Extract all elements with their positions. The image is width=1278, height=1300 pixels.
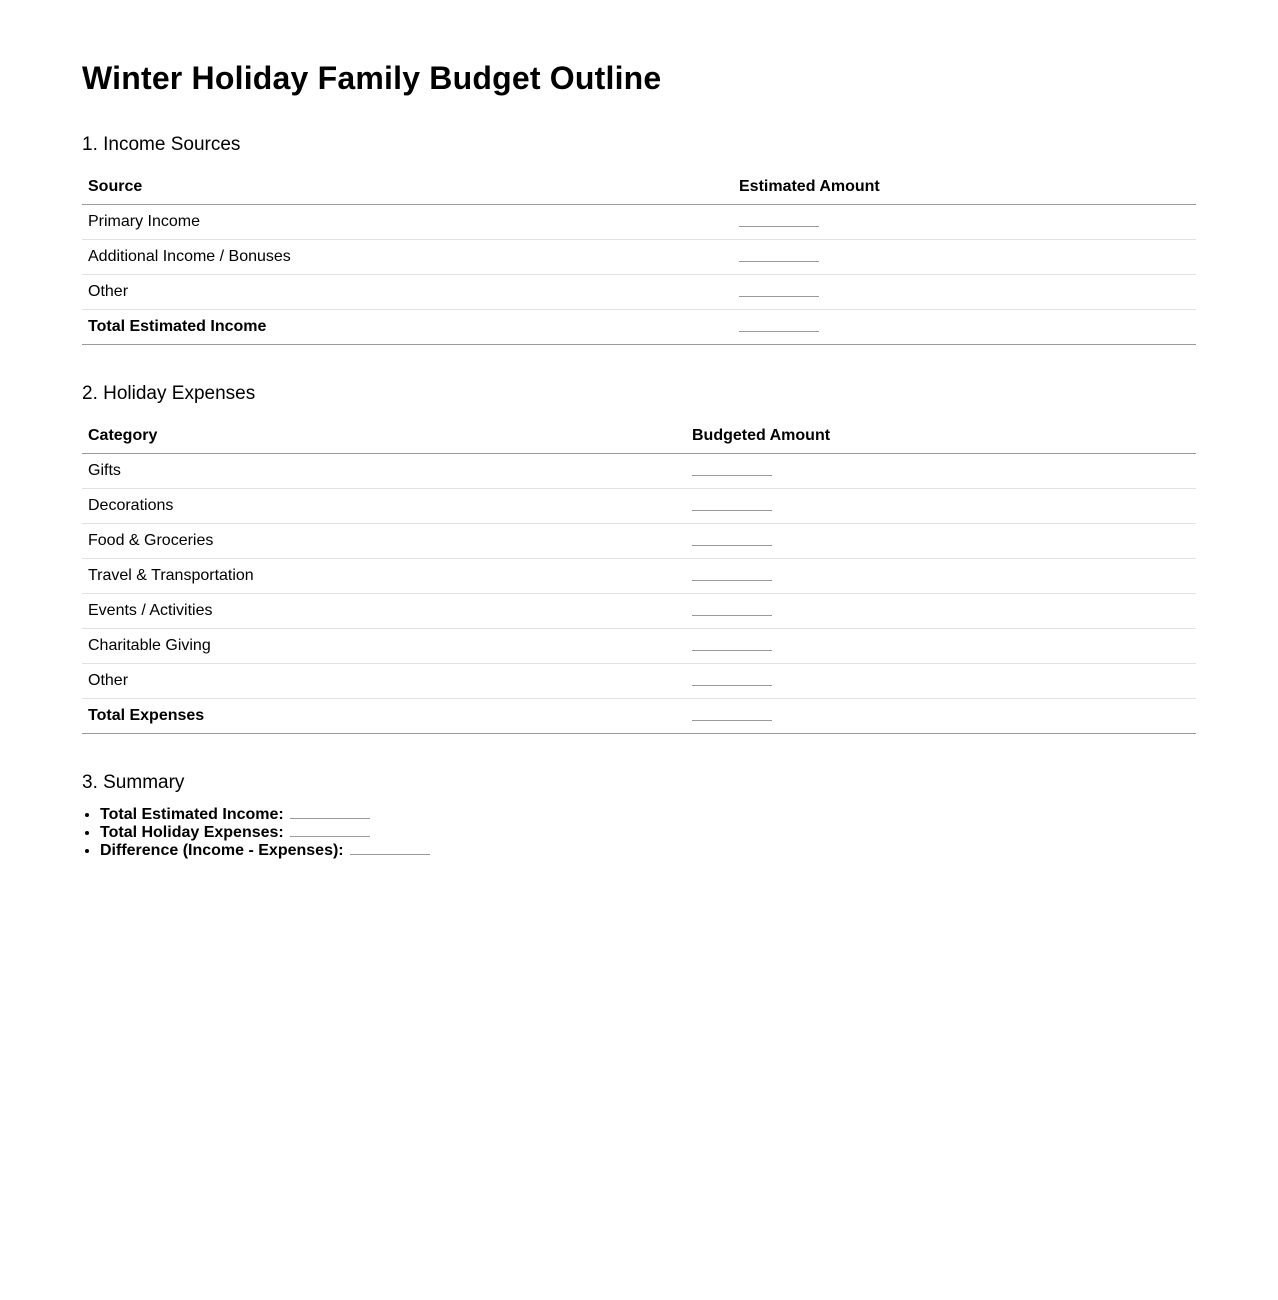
expense-category-label: Events / Activities — [82, 594, 686, 629]
amount-cell — [733, 205, 1196, 240]
table-row — [82, 275, 1196, 310]
amount-blank — [692, 544, 772, 546]
expenses-table — [82, 419, 1196, 734]
amount-blank — [692, 649, 772, 651]
estimated-amount-column-header: Estimated Amount — [733, 170, 1196, 205]
income-source-label: Additional Income / Bonuses — [82, 240, 733, 275]
amount-blank — [692, 474, 772, 476]
amount-cell — [686, 524, 1196, 559]
total-expenses-label: Total Expenses — [82, 699, 686, 734]
summary-label: Total Estimated Income: — [100, 806, 284, 823]
amount-blank — [739, 330, 819, 332]
summary-section-heading: 3. Summary — [82, 772, 185, 793]
amount-cell — [686, 629, 1196, 664]
table-row — [82, 454, 1196, 489]
amount-cell — [686, 699, 1196, 734]
total-income-label: Total Estimated Income — [82, 310, 733, 345]
income-table-header-row — [82, 170, 1196, 205]
expense-category-label: Other — [82, 664, 686, 699]
amount-blank — [692, 719, 772, 721]
category-column-header: Category — [82, 419, 686, 454]
expenses-section-heading: 2. Holiday Expenses — [82, 383, 256, 404]
amount-blank — [692, 684, 772, 686]
amount-cell — [733, 275, 1196, 310]
income-source-label: Primary Income — [82, 205, 733, 240]
amount-cell — [686, 664, 1196, 699]
amount-blank — [290, 817, 370, 819]
amount-blank — [350, 853, 430, 855]
amount-blank — [692, 579, 772, 581]
amount-cell — [686, 454, 1196, 489]
amount-cell — [686, 559, 1196, 594]
amount-blank — [692, 509, 772, 511]
amount-cell — [733, 240, 1196, 275]
table-row — [82, 240, 1196, 275]
expenses-table-header-row — [82, 419, 1196, 454]
summary-list — [82, 806, 430, 860]
expense-category-label: Gifts — [82, 454, 686, 489]
table-row — [82, 489, 1196, 524]
amount-cell — [686, 489, 1196, 524]
table-row — [82, 524, 1196, 559]
list-item — [100, 806, 430, 824]
amount-blank — [290, 835, 370, 837]
expense-category-label: Travel & Transportation — [82, 559, 686, 594]
amount-blank — [739, 295, 819, 297]
summary-label: Difference (Income - Expenses): — [100, 842, 344, 859]
summary-label: Total Holiday Expenses: — [100, 824, 284, 841]
table-row — [82, 664, 1196, 699]
table-row — [82, 205, 1196, 240]
expenses-total-row — [82, 699, 1196, 734]
budgeted-amount-column-header: Budgeted Amount — [686, 419, 1196, 454]
expense-category-label: Food & Groceries — [82, 524, 686, 559]
page-title: Winter Holiday Family Budget Outline — [82, 60, 662, 96]
list-item — [100, 842, 430, 860]
list-item — [100, 824, 430, 842]
table-row — [82, 559, 1196, 594]
amount-blank — [739, 225, 819, 227]
income-source-label: Other — [82, 275, 733, 310]
income-section-heading: 1. Income Sources — [82, 134, 241, 155]
table-row — [82, 629, 1196, 664]
amount-cell — [733, 310, 1196, 345]
income-table — [82, 170, 1196, 345]
expense-category-label: Decorations — [82, 489, 686, 524]
income-total-row — [82, 310, 1196, 345]
source-column-header: Source — [82, 170, 733, 205]
amount-blank — [692, 614, 772, 616]
expense-category-label: Charitable Giving — [82, 629, 686, 664]
amount-cell — [686, 594, 1196, 629]
table-row — [82, 594, 1196, 629]
amount-blank — [739, 260, 819, 262]
